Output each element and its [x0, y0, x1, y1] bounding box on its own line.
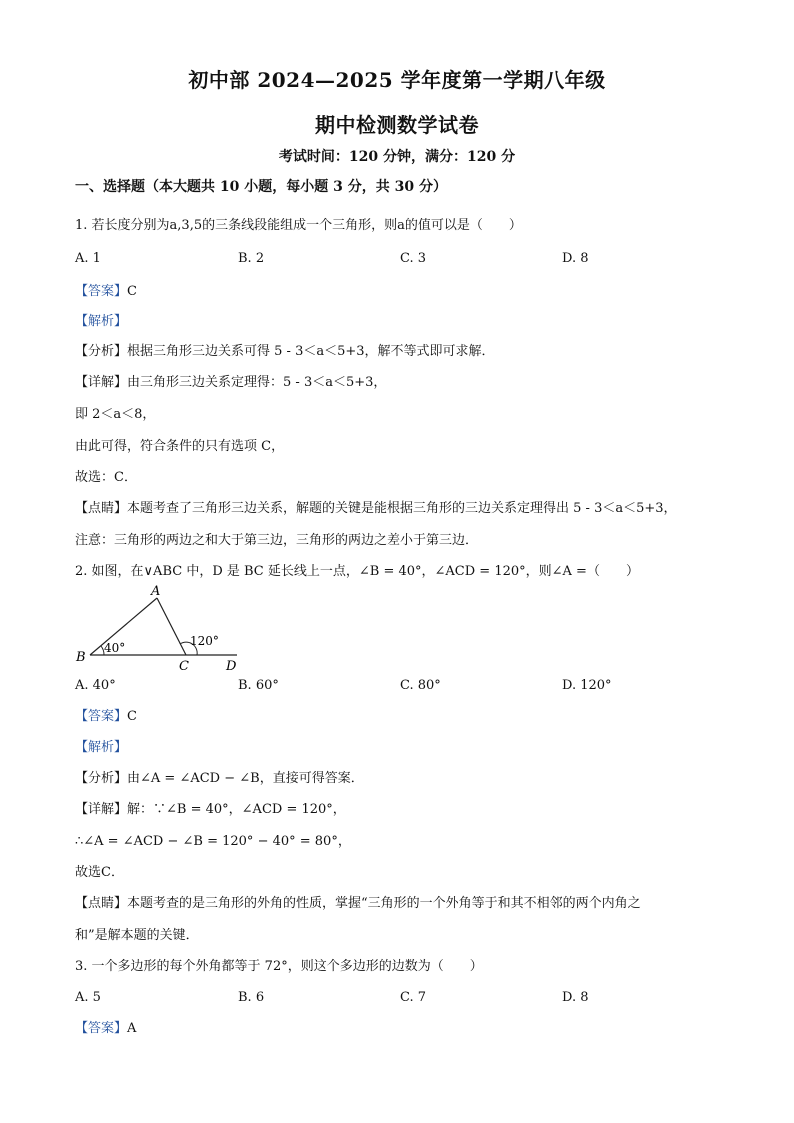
q2-option-d: D. 120° [562, 678, 612, 693]
q1-option-d: D. 8 [562, 251, 589, 266]
q3-answer: A [127, 1021, 137, 1036]
q1-detail-3: 由此可得，符合条件的只有选项 C， [75, 439, 285, 454]
q2-fenxi: 由∠A = ∠ACD − ∠B，直接可得答案． [127, 771, 364, 786]
detail-tag: 【详解】 [75, 802, 128, 817]
dianjing-tag: 【点睛】 [75, 501, 128, 516]
exam-title-line1: 初中部 2024—2025 学年度第一学期八年级 [188, 68, 606, 92]
answer-tag: 【答案】 [75, 284, 128, 299]
answer-tag: 【答案】 [75, 709, 128, 724]
label-b: B [76, 650, 86, 665]
q2-detail-1: 解：∵∠B = 40°，∠ACD = 120°， [127, 802, 346, 817]
label-c: C [179, 659, 189, 674]
q2-dianjing-1: 本题考查的是三角形的外角的性质，掌握“三角形的一个外角等于和其不相邻的两个内角之 [127, 896, 641, 911]
fenxi-tag: 【分析】 [75, 771, 128, 786]
q2-detail-3: 故选C． [75, 865, 124, 880]
q2-analysis-row [75, 739, 127, 757]
q2-detail-2: ∴∠A = ∠ACD − ∠B = 120° − 40° = 80°， [75, 834, 351, 849]
q2-dianjing-row [75, 895, 641, 913]
exam-title-line2: 期中检测数学试卷 [315, 113, 479, 137]
dianjing-tag: 【点睛】 [75, 896, 128, 911]
q2-fenxi-row [75, 770, 364, 788]
q1-fenxi: 根据三角形三边关系可得 5 - 3＜a＜5+3，解不等式即可求解． [127, 344, 495, 359]
q2-option-b: B. 60° [238, 678, 279, 693]
analysis-tag: 【解析】 [75, 740, 128, 755]
angle-acd-label: 120° [190, 634, 219, 648]
label-d: D [226, 659, 237, 674]
q2-stem: 2. 如图，在∨ABC 中，D 是 BC 延长线上一点，∠B = 40°，∠ACD = 120°，则∠A =（ ） [75, 564, 639, 579]
q1-fenxi-row [75, 343, 495, 361]
exam-info: 考试时间：120 分钟，满分：120 分 [278, 149, 516, 165]
q1-answer: C [127, 284, 137, 299]
q1-analysis-row [75, 313, 127, 331]
analysis-tag: 【解析】 [75, 314, 128, 329]
q3-option-c: C. 7 [400, 990, 427, 1005]
q3-option-b: B. 6 [238, 990, 265, 1005]
q1-option-b: B. 2 [238, 251, 265, 266]
q1-dianjing-1: 本题考查了三角形三边关系，解题的关键是能根据三角形的三边关系定理得出 5 - 3＜a＜5+3， [127, 501, 677, 516]
q1-detail-1: 由三角形三边关系定理得：5 - 3＜a＜5+3， [127, 375, 387, 390]
q3-stem: 3. 一个多边形的每个外角都等于 72°，则这个多边形的边数为（ ） [75, 959, 483, 974]
q2-answer: C [127, 709, 137, 724]
q2-option-c: C. 80° [400, 678, 441, 693]
triangle-figure [75, 584, 245, 674]
q1-option-c: C. 3 [400, 251, 427, 266]
q2-answer-row [75, 708, 137, 726]
side-ac [157, 598, 186, 655]
q1-detail-2: 即 2＜a＜8， [75, 407, 156, 422]
fenxi-tag: 【分析】 [75, 344, 128, 359]
q1-dianjing-2: 注意：三角形的两边之和大于第三边，三角形的两边之差小于第三边． [75, 533, 479, 548]
q1-dianjing-row [75, 500, 677, 518]
section-heading: 一、选择题（本大题共 10 小题，每小题 3 分，共 30 分） [75, 179, 447, 195]
answer-tag: 【答案】 [75, 1021, 128, 1036]
q1-detail-row [75, 374, 386, 392]
q2-dianjing-2: 和”是解本题的关键． [75, 928, 199, 943]
q3-option-a: A. 5 [75, 990, 101, 1005]
label-a: A [151, 584, 161, 599]
q1-stem: 1. 若长度分别为a,3,5的三条线段能组成一个三角形，则a的值可以是（ ） [75, 218, 522, 233]
q3-option-d: D. 8 [562, 990, 589, 1005]
q1-option-a: A. 1 [75, 251, 101, 266]
q2-option-a: A. 40° [75, 678, 116, 693]
q1-answer-row [75, 283, 137, 301]
q1-detail-4: 故选：C． [75, 470, 137, 485]
q3-answer-row [75, 1020, 136, 1038]
angle-b-label: 40° [104, 641, 126, 655]
q2-detail-row [75, 801, 346, 819]
detail-tag: 【详解】 [75, 375, 128, 390]
